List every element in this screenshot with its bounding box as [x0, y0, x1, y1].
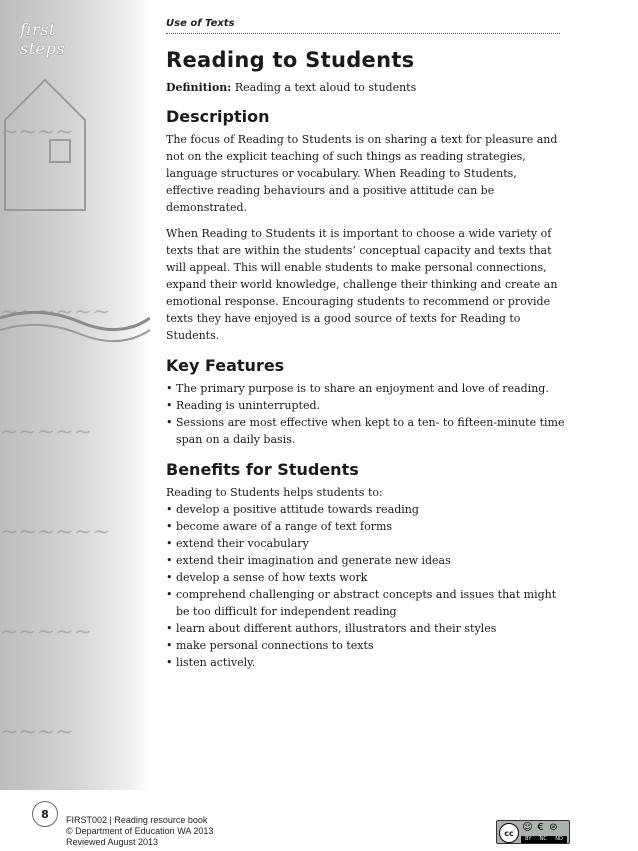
list-item: • develop a sense of how texts work — [166, 569, 566, 586]
scribble: ~~~~~ — [0, 420, 93, 445]
license-term: ND — [555, 836, 563, 842]
license-term: BY — [525, 836, 532, 842]
benefits-intro: Reading to Students helps students to: — [166, 486, 383, 499]
page-number: 8 — [32, 801, 58, 827]
license-terms — [521, 836, 567, 843]
definition-label: Definition: — [166, 81, 232, 94]
definition — [166, 80, 566, 95]
key-features-heading: Key Features — [166, 356, 285, 375]
footer-line: FIRST002 | Reading resource book — [66, 815, 208, 825]
key-features-list — [166, 380, 566, 448]
list-item: • Sessions are most effective when kept to a ten- to fifteen-minute time span on a daily basis. — [166, 414, 566, 448]
noncommercial-icon: € — [537, 822, 544, 833]
scribble: ~~~~~~ — [0, 300, 111, 325]
list-item: • make personal connections to texts — [166, 637, 566, 654]
description-paragraph: The focus of Reading to Students is on sharing a text for pleasure and not on the explicit teaching of such things as reading strategies, language structures or vocabulary. When Reading to Students, effective reading behaviours and a positive attitude can be demonstrated. — [166, 133, 558, 214]
list-item: • extend their imagination and generate new ideas — [166, 552, 566, 569]
list-item: • Reading is uninterrupted. — [166, 397, 566, 414]
list-item: • The primary purpose is to share an enjoyment and love of reading. — [166, 380, 566, 397]
section-label: Use of Texts — [166, 18, 235, 29]
noderivatives-icon: ⊜ — [549, 822, 558, 833]
footer-line: © Department of Education WA 2013 — [66, 826, 214, 836]
list-item: • learn about different authors, illustrators and their styles — [166, 620, 566, 637]
cc-icon: cc — [499, 823, 519, 843]
benefits-heading: Benefits for Students — [166, 460, 359, 479]
background-handwriting-illustration — [0, 0, 150, 790]
house-sketch-icon — [0, 0, 150, 790]
benefits-list — [166, 501, 566, 671]
header-divider — [166, 33, 560, 34]
creative-commons-license-badge[interactable] — [496, 820, 570, 844]
scribble: ~~~~ — [0, 120, 74, 145]
list-item: • listen actively. — [166, 654, 566, 671]
list-item: • develop a positive attitude towards reading — [166, 501, 566, 518]
footer — [66, 815, 213, 848]
description-paragraph: When Reading to Students it is important to choose a wide variety of texts that are within the students’ conceptual capacity and texts that will appeal. This will enable students to make personal connections, expand their world knowledge, challenge their thinking and create an emotional response. Encouraging students to recommend or provide texts they have enjoyed is a good source of texts for Reading to Students. — [166, 227, 558, 342]
scribble: ~~~~~ — [0, 620, 93, 645]
scribble: ~~~~ — [0, 720, 74, 745]
scribble: ~~~~~~ — [0, 520, 111, 545]
definition-text: Reading a text aloud to students — [234, 81, 417, 94]
page-title: Reading to Students — [166, 48, 415, 72]
list-item: • extend their vocabulary — [166, 535, 566, 552]
logo-text: first steps — [20, 20, 66, 58]
list-item: • comprehend challenging or abstract concepts and issues that might be too difficult for independent reading — [166, 586, 566, 620]
first-steps-logo — [20, 14, 104, 58]
license-term: NC — [539, 836, 547, 842]
attribution-icon: ☺ — [522, 822, 533, 833]
footer-line: Reviewed August 2013 — [66, 837, 159, 847]
main-content — [166, 48, 566, 671]
description-heading: Description — [166, 107, 270, 126]
list-item: • become aware of a range of text forms — [166, 518, 566, 535]
license-icons — [521, 822, 560, 833]
